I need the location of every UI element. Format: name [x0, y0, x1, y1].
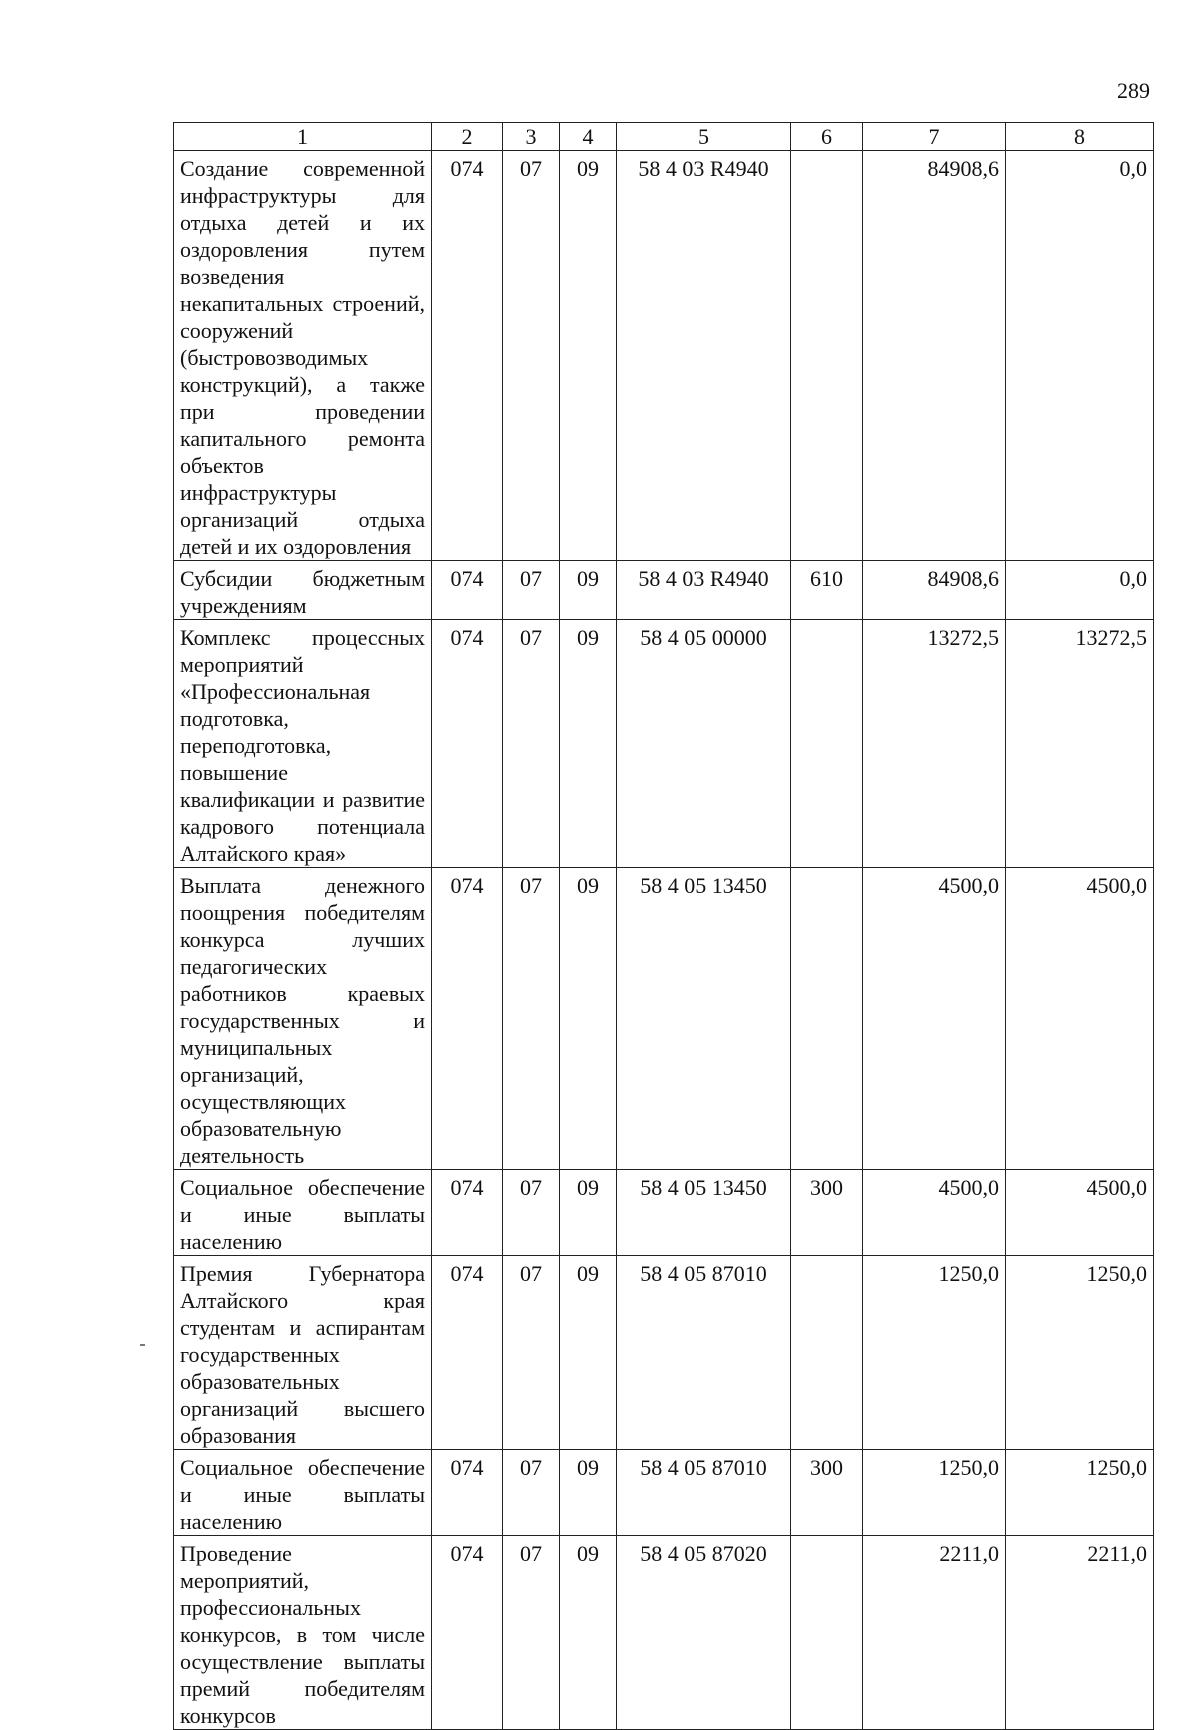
row-name: Выплата денежного поощрения победителям конкурса лучших педагогических работников краевых государственных и муниципальных организаций, осуществляющих образовательную деятельность: [174, 868, 432, 1170]
row-target-article: 58 4 03 R4940: [617, 151, 791, 561]
table-row: [174, 1170, 1154, 1256]
row-name: Субсидии бюджетным учреждениям: [174, 561, 432, 620]
row-target-article: 58 4 05 13450: [617, 1170, 791, 1256]
row-section: 07: [503, 1450, 560, 1536]
row-section: 07: [503, 561, 560, 620]
row-name: Создание современной инфраструктуры для отдыха детей и их оздоровления путем возведения некапитальных строений, сооружений (быстровозводимых конструкций), а также при проведении капитального ремонта объектов инфраструктуры организаций отдыха детей и их оздоровления: [174, 151, 432, 561]
row-amount-7: 4500,0: [863, 868, 1006, 1170]
scan-mark: [140, 1344, 145, 1346]
row-ministry-code: 074: [432, 1170, 503, 1256]
row-amount-8: 0,0: [1006, 561, 1154, 620]
column-header-4: 4: [560, 123, 617, 151]
row-ministry-code: 074: [432, 868, 503, 1170]
row-expense-type: [791, 868, 863, 1170]
row-amount-7: 4500,0: [863, 1170, 1006, 1256]
row-subsection: 09: [560, 620, 617, 868]
column-header-6: 6: [791, 123, 863, 151]
row-section: 07: [503, 1536, 560, 1730]
row-target-article: 58 4 05 87010: [617, 1450, 791, 1536]
column-header-7: 7: [863, 123, 1006, 151]
row-name: Социальное обеспечение и иные выплаты населению: [174, 1170, 432, 1256]
row-name: Социальное обеспечение и иные выплаты населению: [174, 1450, 432, 1536]
row-amount-7: 84908,6: [863, 151, 1006, 561]
row-amount-7: 2211,0: [863, 1536, 1006, 1730]
row-target-article: 58 4 05 00000: [617, 620, 791, 868]
row-subsection: 09: [560, 1256, 617, 1450]
row-section: 07: [503, 151, 560, 561]
row-section: 07: [503, 1256, 560, 1450]
column-header-8: 8: [1006, 123, 1154, 151]
row-name: Комплекс процессных мероприятий «Профессиональная подготовка, переподготовка, повышение квалификации и развитие кадрового потенциала Алтайского края»: [174, 620, 432, 868]
row-amount-7: 84908,6: [863, 561, 1006, 620]
row-name: Проведение мероприятий, профессиональных конкурсов, в том числе осуществление выплаты премий победителям конкурсов: [174, 1536, 432, 1730]
row-ministry-code: 074: [432, 1450, 503, 1536]
row-ministry-code: 074: [432, 151, 503, 561]
table-row: [174, 1450, 1154, 1536]
row-name: Премия Губернатора Алтайского края студентам и аспирантам государственных образовательных организаций высшего образования: [174, 1256, 432, 1450]
row-expense-type: 300: [791, 1170, 863, 1256]
row-amount-8: 1250,0: [1006, 1256, 1154, 1450]
table-row: [174, 561, 1154, 620]
table-row: [174, 868, 1154, 1170]
row-section: 07: [503, 620, 560, 868]
row-target-article: 58 4 03 R4940: [617, 561, 791, 620]
row-ministry-code: 074: [432, 1256, 503, 1450]
page-number: 289: [1117, 78, 1150, 103]
row-subsection: 09: [560, 868, 617, 1170]
row-amount-8: 4500,0: [1006, 868, 1154, 1170]
row-expense-type: [791, 151, 863, 561]
row-ministry-code: 074: [432, 620, 503, 868]
row-target-article: 58 4 05 87010: [617, 1256, 791, 1450]
row-subsection: 09: [560, 561, 617, 620]
row-section: 07: [503, 868, 560, 1170]
column-header-2: 2: [432, 123, 503, 151]
row-amount-8: 1250,0: [1006, 1450, 1154, 1536]
row-expense-type: 300: [791, 1450, 863, 1536]
row-subsection: 09: [560, 1536, 617, 1730]
table-row: [174, 1256, 1154, 1450]
table-row: [174, 1536, 1154, 1730]
table-row: [174, 620, 1154, 868]
column-header-3: 3: [503, 123, 560, 151]
budget-table: [173, 122, 1154, 1730]
row-subsection: 09: [560, 1170, 617, 1256]
row-amount-8: 2211,0: [1006, 1536, 1154, 1730]
row-target-article: 58 4 05 13450: [617, 868, 791, 1170]
row-amount-8: 4500,0: [1006, 1170, 1154, 1256]
row-expense-type: [791, 620, 863, 868]
row-ministry-code: 074: [432, 1536, 503, 1730]
row-ministry-code: 074: [432, 561, 503, 620]
row-section: 07: [503, 1170, 560, 1256]
row-expense-type: [791, 1256, 863, 1450]
row-amount-8: 0,0: [1006, 151, 1154, 561]
row-amount-7: 1250,0: [863, 1450, 1006, 1536]
row-subsection: 09: [560, 151, 617, 561]
row-subsection: 09: [560, 1450, 617, 1536]
column-header-1: 1: [174, 123, 432, 151]
row-target-article: 58 4 05 87020: [617, 1536, 791, 1730]
row-amount-7: 1250,0: [863, 1256, 1006, 1450]
row-amount-7: 13272,5: [863, 620, 1006, 868]
row-expense-type: [791, 1536, 863, 1730]
column-number-row: [174, 123, 1154, 151]
row-expense-type: 610: [791, 561, 863, 620]
row-amount-8: 13272,5: [1006, 620, 1154, 868]
table-row: [174, 151, 1154, 561]
column-header-5: 5: [617, 123, 791, 151]
